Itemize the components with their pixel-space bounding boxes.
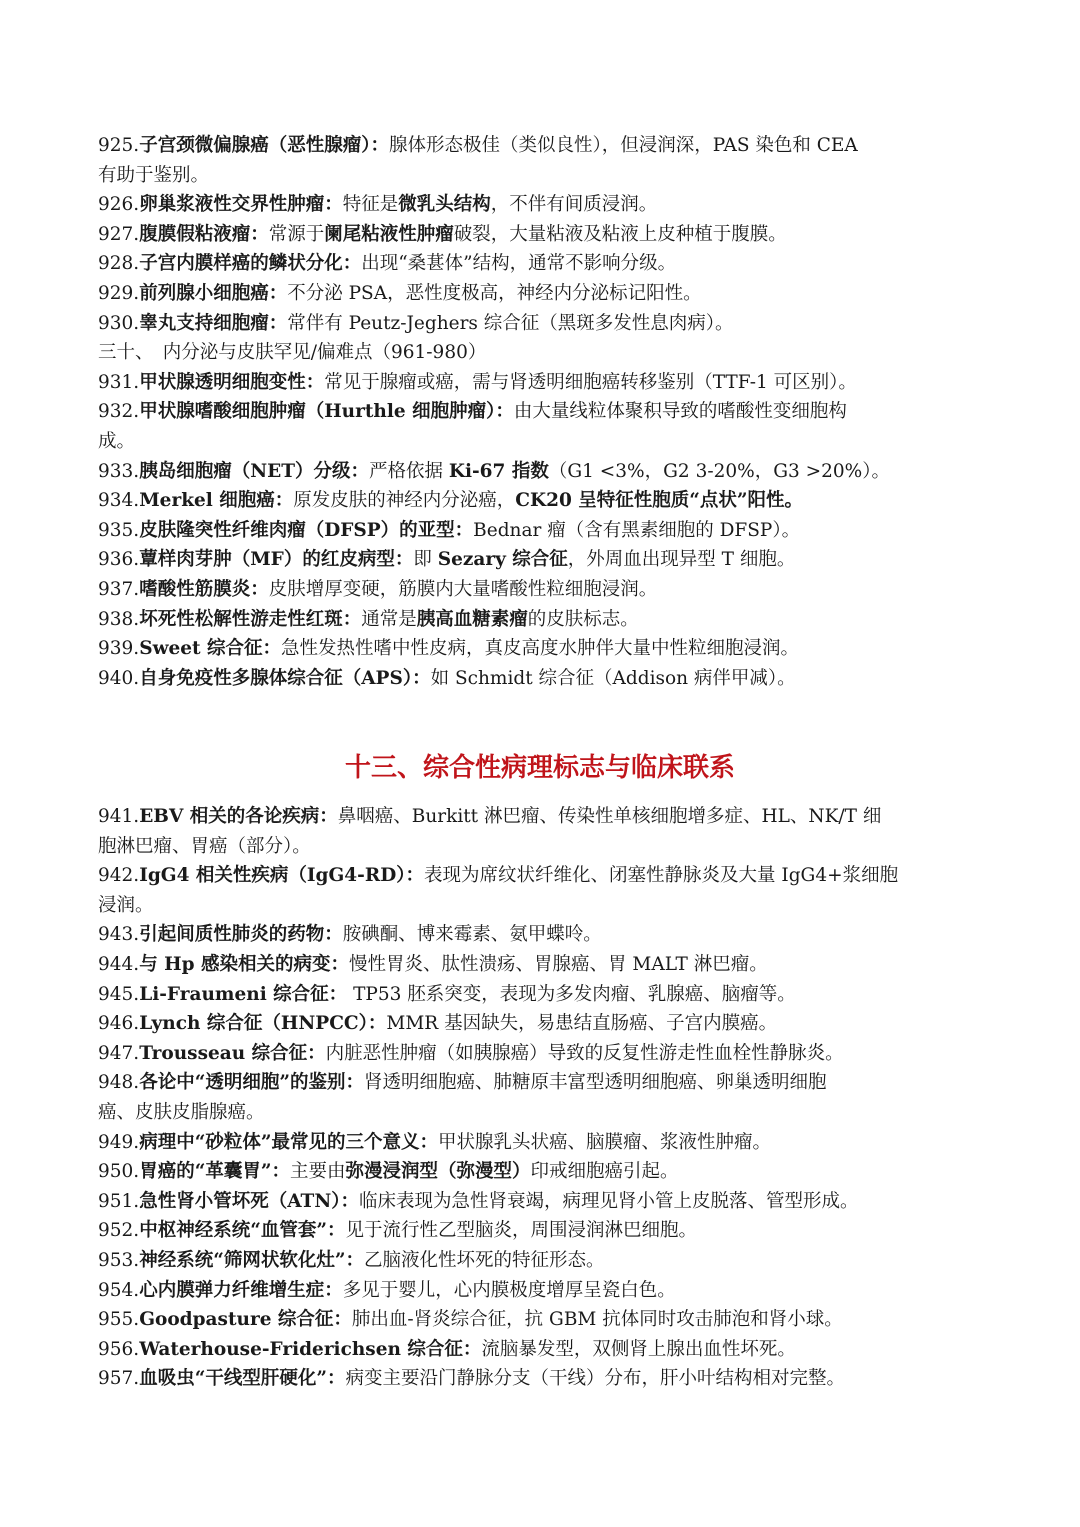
text-segment: 由大量线粒体聚积导致的嗜酸性变细胞构	[513, 401, 847, 423]
text-segment: 如 Schmidt 综合征（Addison 病伴甲减）。	[430, 667, 796, 689]
text-segment: 严格依据	[368, 460, 449, 482]
text-line	[98, 980, 978, 1010]
bold-term: 各论中“透明细胞”的鉴别：	[139, 1072, 364, 1094]
bold-term: 病理中“砂粒体”最常见的三个意义：	[139, 1131, 438, 1153]
text-segment: 936.	[98, 549, 140, 571]
text-line	[98, 920, 978, 950]
text-segment: 胞淋巴瘤、胃癌（部分）。	[98, 835, 311, 857]
bold-term: 嗜酸性筋膜炎：	[139, 578, 269, 600]
text-line	[98, 1216, 978, 1246]
bold-term: 胰岛细胞瘤（NET）分级：	[139, 460, 369, 482]
text-line	[98, 891, 978, 921]
content-block-bottom	[98, 802, 978, 1394]
text-segment: 956.	[98, 1338, 140, 1360]
text-segment: 950.	[98, 1161, 140, 1183]
text-line	[98, 802, 978, 832]
bold-term: 睾丸支持细胞瘤：	[139, 312, 288, 334]
text-segment: 慢性胃炎、肽性溃疡、胃腺癌、胃 MALT 淋巴瘤。	[349, 953, 768, 975]
bold-term: 卵巢浆液性交界性肿瘤：	[139, 194, 343, 216]
text-segment: 944.	[98, 953, 140, 975]
text-line	[98, 950, 978, 980]
text-segment: 腺体形态极佳（类似良性），但浸润深，PAS 染色和 CEA	[388, 135, 858, 156]
text-segment: Bednar 瘤（含有黑素细胞的 DFSP）。	[473, 519, 801, 541]
text-segment: 941.	[98, 806, 140, 827]
text-line	[98, 220, 978, 250]
bold-term: Waterhouse-Friderichsen 综合征：	[139, 1338, 482, 1360]
text-segment: 内脏恶性肿瘤（如胰腺癌）导致的反复性游走性血栓性静脉炎。	[325, 1042, 844, 1064]
text-segment: 通常是	[361, 608, 417, 630]
bold-term: Goodpasture 综合征：	[139, 1309, 352, 1331]
text-line	[98, 249, 978, 279]
text-segment: 特征是	[342, 194, 399, 216]
text-segment: ，外周血出现异型 T 细胞。	[567, 549, 796, 571]
text-line	[98, 427, 978, 457]
text-line	[98, 545, 978, 575]
text-line	[98, 634, 978, 664]
text-segment: 病变主要沿门静脉分支（干线）分布，肝小叶结构相对完整。	[345, 1368, 846, 1390]
content-block-top	[98, 131, 978, 693]
text-segment: 即	[413, 549, 438, 571]
text-segment: 急性发热性嗜中性皮病，真皮高度水肿伴大量中性粒细胞浸润。	[281, 638, 800, 660]
text-segment: MMR 基因缺失，易患结直肠癌、子宫内膜癌。	[386, 1013, 778, 1035]
bold-term: Li-Fraumeni 综合征：	[139, 983, 348, 1005]
text-segment: 印戒细胞癌引起。	[530, 1161, 679, 1183]
text-segment: 多见于婴儿，心内膜极度增厚呈瓷白色。	[342, 1279, 676, 1301]
text-segment: 鼻咽癌、Burkitt 淋巴瘤、传染性单核细胞增多症、HL、NK/T 细	[337, 806, 882, 827]
text-segment: 浸润。	[98, 894, 154, 916]
text-segment: 953.	[98, 1249, 140, 1271]
text-segment: 三十、 内分泌与皮肤罕见/偏难点（961-980）	[98, 342, 487, 364]
bold-term: 胰高血糖素瘤	[416, 608, 528, 630]
text-segment: 乙脑液化性坏死的特征形态。	[364, 1249, 605, 1271]
bold-term: Lynch 综合征（HNPCC）：	[139, 1013, 387, 1035]
text-segment: 928.	[98, 253, 140, 275]
bold-term: 子宫内膜样癌的鳞状分化：	[139, 253, 362, 275]
text-segment: 951.	[98, 1190, 140, 1212]
text-line	[98, 1098, 978, 1128]
text-line	[98, 190, 978, 220]
bold-term: EBV 相关的各论疾病：	[139, 806, 338, 827]
text-segment: 癌、皮肤皮脂腺癌。	[98, 1101, 265, 1123]
text-segment: （G1 <3%，G2 3-20%，G3 >20%）。	[548, 460, 891, 482]
text-segment: 主要由	[290, 1161, 346, 1183]
bold-term: 阑尾粘液性肿瘤	[324, 223, 454, 245]
text-segment: 流脑暴发型，双侧肾上腺出血性坏死。	[481, 1338, 796, 1360]
text-segment: 940.	[98, 667, 140, 689]
bold-term: 胃癌的“革囊胃”：	[139, 1161, 290, 1183]
text-segment: 937.	[98, 578, 140, 600]
bold-term: Merkel 细胞癌：	[139, 490, 294, 512]
text-line	[98, 1364, 978, 1394]
text-line	[98, 1039, 978, 1069]
text-line	[98, 1009, 978, 1039]
text-segment: 出现“桑葚体”结构，通常不影响分级。	[361, 253, 677, 275]
text-segment: 930.	[98, 312, 140, 334]
text-segment: 的皮肤标志。	[527, 608, 639, 630]
bold-term: 甲状腺嗜酸细胞肿瘤（Hurthle 细胞肿瘤）：	[139, 401, 514, 423]
bold-term: Ki-67 指数	[448, 460, 549, 482]
text-segment: 常见于腺瘤或癌，需与肾透明细胞癌转移鉴别（TTF-1 可区别）。	[324, 371, 857, 393]
text-segment: 926.	[98, 194, 140, 216]
text-line	[98, 1335, 978, 1365]
text-segment: 943.	[98, 924, 140, 946]
text-segment: 表现为席纹状纤维化、闭塞性静脉炎及大量 IgG4+浆细胞	[424, 865, 899, 887]
text-segment: 肺出血-肾炎综合征，抗 GBM 抗体同时攻击肺泡和肾小球。	[351, 1309, 843, 1331]
bold-term: 子宫颈微偏腺癌（恶性腺瘤）：	[139, 135, 389, 156]
text-segment: 957.	[98, 1368, 140, 1390]
bold-term: 心内膜弹力纤维增生症：	[139, 1279, 343, 1301]
bold-term: Sezary 综合征	[437, 549, 568, 571]
text-line	[98, 1157, 978, 1187]
text-segment: ，不伴有间质浸润。	[490, 194, 658, 216]
bold-term: 坏死性松解性游走性红斑：	[139, 608, 362, 630]
bold-term: 前列腺小细胞癌：	[139, 282, 288, 304]
text-line	[98, 1187, 978, 1217]
text-segment: 932.	[98, 401, 140, 423]
text-segment: 皮肤增厚变硬，筋膜内大量嗜酸性粒细胞浸润。	[268, 578, 658, 600]
text-line	[98, 664, 978, 694]
bold-term: IgG4 相关性疾病（IgG4-RD）：	[139, 865, 425, 887]
bold-term: Sweet 综合征：	[139, 638, 282, 660]
text-line	[98, 1068, 978, 1098]
text-line	[98, 1128, 978, 1158]
text-segment: 949.	[98, 1131, 140, 1153]
text-segment: 946.	[98, 1013, 140, 1035]
bold-term: 微乳头结构	[398, 194, 491, 216]
bold-term: 腹膜假粘液瘤：	[139, 223, 269, 245]
text-line	[98, 161, 978, 191]
text-line	[98, 368, 978, 398]
text-line	[98, 605, 978, 635]
text-segment: 原发皮肤的神经内分泌癌，	[293, 490, 516, 512]
bold-term: 自身免疫性多腺体综合征（APS）：	[139, 667, 431, 689]
text-segment: 胺碘酮、博来霉素、氨甲蝶呤。	[342, 924, 602, 946]
text-line	[98, 397, 978, 427]
text-line	[98, 516, 978, 546]
text-segment: 947.	[98, 1042, 140, 1064]
bold-term: CK20 呈特征性胞质“点状”阳性。	[515, 490, 804, 512]
text-segment: 927.	[98, 223, 140, 245]
text-segment: 938.	[98, 608, 140, 630]
bold-term: 神经系统“筛网状软化灶”：	[139, 1249, 364, 1271]
bold-term: 急性肾小管坏死（ATN）：	[139, 1190, 359, 1212]
text-segment: 939.	[98, 638, 140, 660]
text-segment: 临床表现为急性肾衰竭，病理见肾小管上皮脱落、管型形成。	[358, 1190, 859, 1212]
text-segment: TP53 胚系突变，表现为多发肉瘤、乳腺癌、脑瘤等。	[347, 983, 796, 1005]
text-segment: 不分泌 PSA，恶性度极高，神经内分泌标记阳性。	[287, 282, 702, 304]
text-segment: 934.	[98, 490, 140, 512]
text-segment: 948.	[98, 1072, 140, 1094]
bold-term: 引起间质性肺炎的药物：	[139, 924, 343, 946]
text-line	[98, 338, 978, 368]
text-segment: 肾透明细胞癌、肺糖原丰富型透明细胞癌、卵巢透明细胞	[364, 1072, 827, 1094]
text-line	[98, 309, 978, 339]
bold-term: 中枢神经系统“血管套”：	[139, 1220, 346, 1242]
text-line	[98, 575, 978, 605]
text-segment: 成。	[98, 430, 136, 452]
text-line	[98, 1276, 978, 1306]
text-segment: 破裂，大量粘液及粘液上皮种植于腹膜。	[453, 223, 787, 245]
bold-term: 与 Hp 感染相关的病变：	[139, 953, 350, 975]
text-segment: 有助于鉴别。	[98, 164, 210, 186]
text-segment: 929.	[98, 282, 140, 304]
section-title: 十三、综合性病理标志与临床联系	[344, 753, 735, 783]
text-segment: 见于流行性乙型脑炎，周围浸润淋巴细胞。	[345, 1220, 698, 1242]
text-segment: 931.	[98, 371, 140, 393]
text-line	[98, 457, 978, 487]
text-segment: 925.	[98, 135, 140, 156]
text-segment: 甲状腺乳头状癌、脑膜瘤、浆液性肿瘤。	[438, 1131, 772, 1153]
bold-term: 甲状腺透明细胞变性：	[139, 371, 325, 393]
text-segment: 954.	[98, 1279, 140, 1301]
bold-term: Trousseau 综合征：	[139, 1042, 326, 1064]
text-line	[98, 1246, 978, 1276]
text-segment: 955.	[98, 1309, 140, 1331]
text-segment: 933.	[98, 460, 140, 482]
text-segment: 942.	[98, 865, 140, 887]
text-line	[98, 131, 978, 161]
text-segment: 952.	[98, 1220, 140, 1242]
text-line	[98, 1305, 978, 1335]
text-segment: 945.	[98, 983, 140, 1005]
text-line	[98, 279, 978, 309]
text-line	[98, 486, 978, 516]
bold-term: 皮肤隆突性纤维肉瘤（DFSP）的亚型：	[139, 519, 474, 541]
bold-term: 蕈样肉芽肿（MF）的红皮病型：	[139, 549, 414, 571]
text-line	[98, 832, 978, 862]
text-line	[98, 861, 978, 891]
text-segment: 935.	[98, 519, 140, 541]
text-segment: 常伴有 Peutz-Jeghers 综合征（黑斑多发性息肉病）。	[287, 312, 734, 334]
bold-term: 血吸虫“干线型肝硬化”：	[139, 1368, 346, 1390]
text-segment: 常源于	[268, 223, 325, 245]
bold-term: 弥漫浸润型（弥漫型）	[345, 1161, 531, 1183]
